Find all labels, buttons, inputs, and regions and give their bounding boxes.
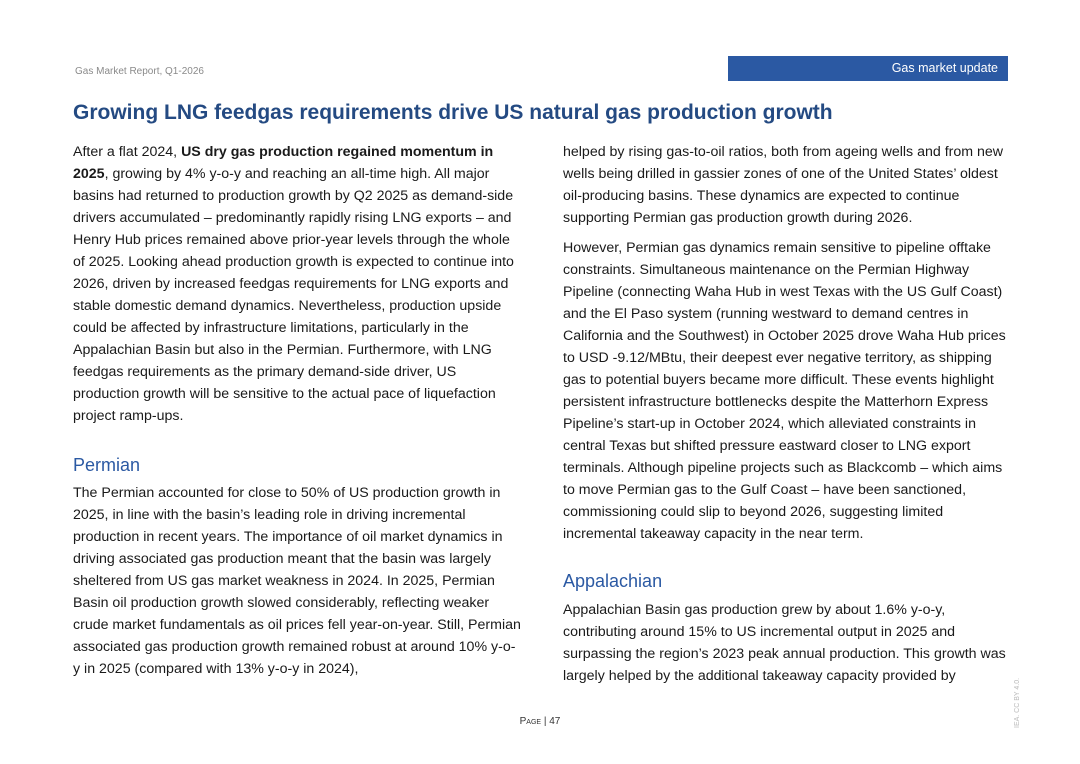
right-column (563, 141, 1013, 687)
page-separator: | (541, 716, 550, 727)
intro-paragraph (73, 141, 521, 427)
report-name: Gas Market Report, Q1-2026 (75, 66, 204, 77)
intro-rest: , growing by 4% y-o-y and reaching an all-time high. All major basins had returned to production growth by Q2 2025 as demand-side drivers accumulated – predominantly rapidly rising LNG exports – and Henry Hub prices remained above prior-year levels through the whole of 2025. Looking ahead production growth is expected to continue into 2026, driven by increased feedgas requirements for LNG exports and stable domestic demand dynamics. Nevertheless, production upside could be affected by infrastructure limitations, particularly in the Appalachian Basin but also in the Permian. Furthermore, with LNG feedgas requirements as the primary demand-side driver, US production growth will be sensitive to the actual pace of liquefaction project ramp-ups. (73, 166, 514, 424)
appalachian-paragraph: Appalachian Basin gas production grew by about 1.6% y-o-y, contributing around 15% to US incremental output in 2025 and surpassing the region’s 2023 peak annual production. This growth was largely helped by the additional takeaway capacity provided by (563, 602, 1006, 684)
license-note: IEA. CC BY 4.0. (1014, 677, 1021, 728)
page-footer (0, 716, 1080, 727)
page-title: Growing LNG feedgas requirements drive US natural gas production growth (73, 101, 833, 124)
permian-heading: Permian (73, 455, 141, 475)
intro-bold: US dry gas production regained momentum in 2025 (73, 144, 494, 182)
permian-paragraph: The Permian accounted for close to 50% of US production growth in 2025, in line with the basin’s leading role in driving incremental production in recent years. The importance of oil market dynamics in driving associated gas production meant that the basin was largely sheltered from US gas market weakness in 2024. In 2025, Permian Basin oil production growth slowed considerably, reflecting weaker crude market fundamentals as oil prices fell year-on-year. Still, Permian associated gas production growth remained robust at around 10% y-o-y in 2025 (compared with 13% y-o-y in 2024), (73, 485, 521, 677)
left-column (73, 141, 521, 680)
continuation-paragraph: helped by rising gas-to-oil ratios, both from ageing wells and from new wells being drilled in gassier zones of one of the United States’ oldest oil-producing basins. These dynamics are expected to continue supporting Permian gas production growth during 2026. (563, 144, 1004, 226)
appalachian-heading: Appalachian (563, 571, 663, 591)
pipeline-paragraph: However, Permian gas dynamics remain sensitive to pipeline offtake constraints. Simultaneous maintenance on the Permian Highway Pipeline (connecting Waha Hub in west Texas with the US Gulf Coast) and the El Paso system (running westward to demand centres in California and the Southwest) in October 2025 drove Waha Hub prices to USD -9.12/MBtu, their deepest ever negative territory, as shipping gas to potential buyers became more difficult. These events highlight persistent infrastructure bottlenecks despite the Matterhorn Express Pipeline’s start-up in October 2024, which alleviated constraints in central Texas but shifted pressure eastward closer to LNG export terminals. Although pipeline projects such as Blackcomb – which aims to move Permian gas to the Gulf Coast – have been sanctioned, commissioning could slip to beyond 2026, suggesting limited incremental takeaway capacity in the near term. (563, 240, 1006, 542)
intro-lead: After a flat 2024, (73, 144, 182, 160)
page-label: Page (519, 716, 542, 727)
page-number: 47 (549, 716, 561, 727)
section-tab: Gas market update (728, 56, 1008, 81)
